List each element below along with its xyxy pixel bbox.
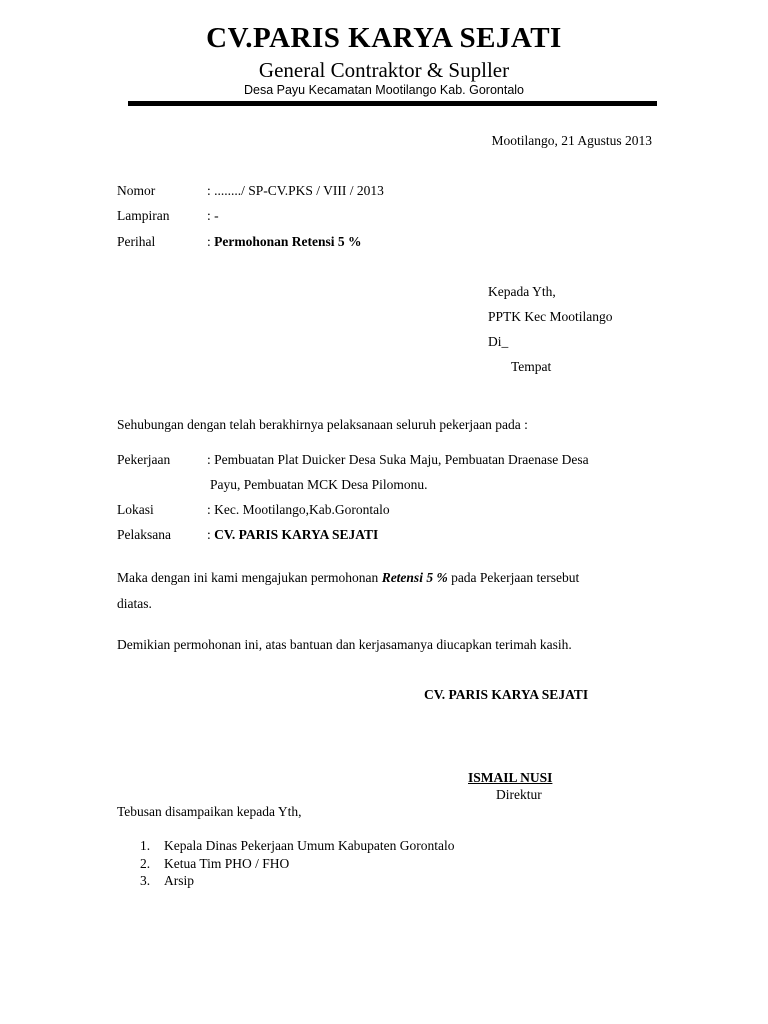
intro-paragraph: Sehubungan dengan telah berakhirnya pelaksanaan seluruh pekerjaan pada : xyxy=(117,417,528,432)
request-text-before: Maka dengan ini kami mengajukan permohonan xyxy=(117,570,382,585)
perihal-label: Perihal xyxy=(117,234,156,249)
perihal-colon: : xyxy=(207,234,215,249)
cc-list-item: 2. Ketua Tim PHO / FHO xyxy=(140,855,290,871)
header-divider xyxy=(128,101,657,106)
pekerjaan-value-line1: : Pembuatan Plat Duicker Desa Suka Maju, Pembuatan Draenase Desa xyxy=(207,452,589,467)
request-paragraph-line2: diatas. xyxy=(117,596,152,611)
cc-list-item: 1. Kepala Dinas Pekerjaan Umum Kabupaten Gorontalo xyxy=(140,838,455,853)
lampiran-value: : - xyxy=(207,208,219,223)
signatory-title: Direktur xyxy=(496,787,542,802)
nomor-value: : ......../ SP-CV.PKS / VIII / 2013 xyxy=(207,183,384,198)
recipient-name: PPTK Kec Mootilango xyxy=(488,309,613,324)
pelaksana-value: CV. PARIS KARYA SEJATI xyxy=(214,527,379,542)
company-tagline: General Contraktor & Supller xyxy=(258,58,510,82)
pelaksana-label: Pelaksana xyxy=(117,527,171,542)
lampiran-label: Lampiran xyxy=(117,208,170,223)
nomor-label: Nomor xyxy=(117,183,156,198)
pelaksana-colon: : xyxy=(207,527,215,542)
pelaksana-line xyxy=(207,527,378,543)
request-paragraph xyxy=(117,570,579,586)
cc-heading: Tebusan disampaikan kepada Yth, xyxy=(117,804,302,819)
lokasi-label: Lokasi xyxy=(117,502,154,517)
request-emphasis: Retensi 5 % xyxy=(381,570,448,585)
signatory-name: ISMAIL NUSI xyxy=(468,770,553,785)
recipient-di: Di_ xyxy=(488,334,509,349)
cc-list-item: 3. Arsip xyxy=(140,873,194,888)
recipient-place: Tempat xyxy=(511,359,552,374)
pekerjaan-label: Pekerjaan xyxy=(117,452,171,467)
lokasi-value: : Kec. Mootilango,Kab.Gorontalo xyxy=(207,502,390,517)
perihal-line xyxy=(207,234,362,250)
pekerjaan-value-line2: Payu, Pembuatan MCK Desa Pilomonu. xyxy=(210,477,428,492)
company-name: CV.PARIS KARYA SEJATI xyxy=(206,22,562,54)
letter-date: Mootilango, 21 Agustus 2013 xyxy=(491,133,652,148)
request-text-after: pada Pekerjaan tersebut xyxy=(447,570,580,585)
cc-list xyxy=(140,837,455,890)
company-address: Desa Payu Kecamatan Mootilango Kab. Gorontalo xyxy=(243,83,525,97)
perihal-value: Permohonan Retensi 5 % xyxy=(214,234,362,249)
closing-paragraph: Demikian permohonan ini, atas bantuan dan kerjasamanya diucapkan terimah kasih. xyxy=(117,637,572,652)
recipient-greeting: Kepada Yth, xyxy=(488,284,556,299)
signature-company: CV. PARIS KARYA SEJATI xyxy=(424,687,589,702)
